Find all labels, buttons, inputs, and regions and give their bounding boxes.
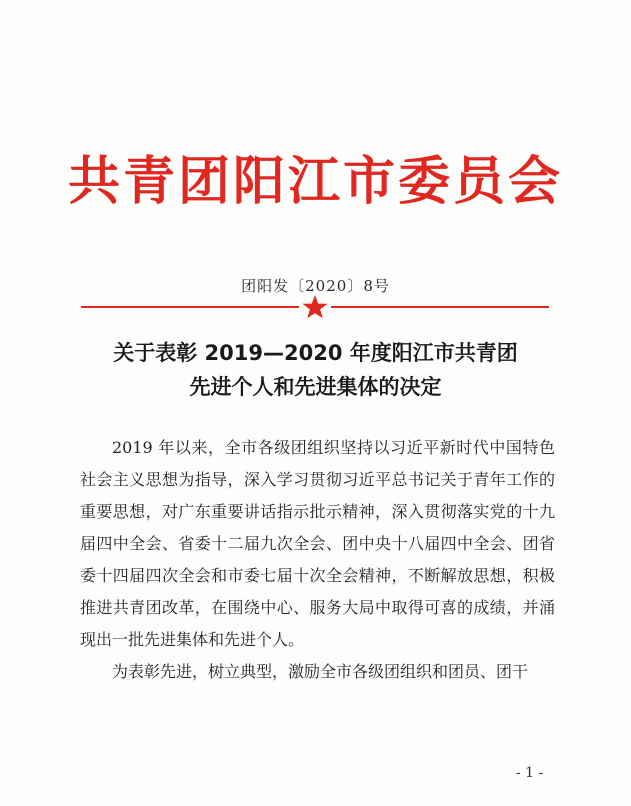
page-number: - 1 - <box>516 765 544 781</box>
title-line-1: 关于表彰 2019—2020 年度阳江市共青团 <box>113 341 518 365</box>
body-paragraph-2: 为表彰先进，树立典型，激励全市各级团组织和团员、团干 <box>112 662 529 681</box>
red-divider-left <box>81 306 299 308</box>
issuer-header: 共青团阳江市委员会 <box>67 152 563 212</box>
red-divider-right <box>331 306 549 308</box>
star-shape <box>303 295 328 318</box>
body-paragraph-1: 2019 年以来，全市各级团组织坚持以习近平新时代中国特色社会主义思想为指导，深入学习贯彻习近平总书记关于青年工作的重要思想，对广东重要讲话指示批示精神，深入贯彻落实党的十九届四中全会、省委十二届九次全会、团中央十八届四中全会、团省委十四届四次全会和市委七届十次全会精神，不断解放思想，积极推进共青团改革，在围绕中心、服务大局中取得可喜的成绩，并涌现出一批先进集体和先进个人。 <box>80 438 555 649</box>
star-icon <box>301 294 329 320</box>
document-number: 团阳发〔2020〕8号 <box>241 277 390 295</box>
document-body <box>80 432 555 688</box>
title-line-2: 先进个人和先进集体的决定 <box>189 375 442 399</box>
document-title <box>60 336 571 404</box>
